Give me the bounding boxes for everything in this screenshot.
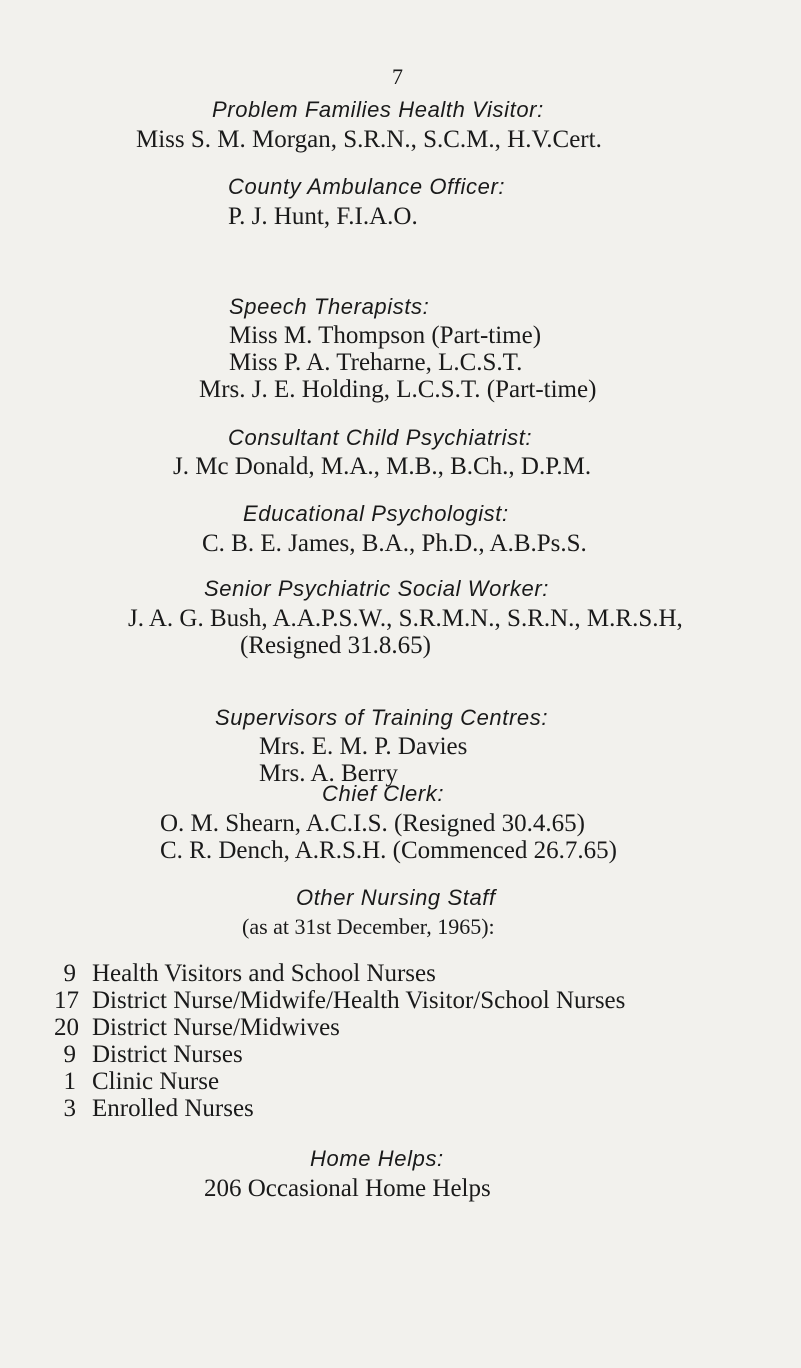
section-heading: Educational Psychologist:: [243, 501, 509, 526]
section-other-nursing: [296, 884, 496, 911]
nursing-staff-list: [54, 960, 754, 1122]
section-speech-body: [229, 322, 541, 376]
section-problem-families-body: [136, 126, 602, 153]
section-subheading: (as at 31st December, 1965):: [242, 914, 495, 939]
staff-count: 20: [54, 1014, 79, 1041]
staff-entry: Mrs. E. M. P. Davies: [259, 733, 468, 760]
list-item: [54, 1095, 754, 1122]
staff-category: District Nurses: [92, 1041, 243, 1068]
section-heading: County Ambulance Officer:: [228, 174, 506, 199]
section-psychiatrist-body: [173, 453, 591, 480]
staff-count: 17: [54, 987, 79, 1014]
staff-entry: 206 Occasional Home Helps: [204, 1175, 491, 1202]
section-heading: Consultant Child Psychiatrist:: [228, 425, 533, 450]
staff-entry: Miss S. M. Morgan, S.R.N., S.C.M., H.V.Cert.: [136, 126, 602, 153]
section-heading: Chief Clerk:: [322, 781, 445, 806]
staff-entry: Miss P. A. Treharne, L.C.S.T.: [229, 349, 523, 376]
section-supervisors: [215, 704, 548, 731]
staff-entry: C. R. Dench, A.R.S.H. (Commenced 26.7.65): [160, 837, 617, 864]
section-psychologist-body: [202, 530, 587, 557]
section-heading: Speech Therapists:: [229, 294, 430, 319]
staff-entry: J. A. G. Bush, A.A.P.S.W., S.R.M.N., S.R.N., M.R.S.H,: [128, 605, 683, 632]
section-psychologist: [243, 500, 509, 527]
section-heading: Senior Psychiatric Social Worker:: [204, 576, 550, 601]
staff-category: Health Visitors and School Nurses: [92, 960, 436, 987]
staff-entry: Mrs. A. Berry: [259, 760, 398, 787]
section-home-helps: [310, 1145, 444, 1172]
section-ambulance: [228, 173, 505, 230]
staff-category: Clinic Nurse: [92, 1068, 220, 1095]
section-psychiatrist: [228, 424, 532, 451]
staff-entry: J. Mc Donald, M.A., M.B., B.Ch., D.P.M.: [173, 453, 592, 480]
staff-count: 9: [63, 960, 76, 987]
staff-category: District Nurse/Midwives: [92, 1014, 340, 1041]
section-supervisors-body: [259, 733, 467, 787]
section-speech-body-2: [199, 376, 596, 403]
section-home-helps-body: [204, 1175, 491, 1202]
staff-count: 9: [63, 1041, 76, 1068]
page-number: 7: [392, 64, 403, 89]
staff-count: 3: [63, 1095, 76, 1122]
section-social-worker-body: [128, 605, 683, 632]
section-chief-clerk: [322, 780, 444, 807]
section-heading: Other Nursing Staff: [296, 885, 496, 910]
section-speech: [229, 293, 429, 320]
staff-entry: Miss M. Thompson (Part-time): [229, 322, 542, 349]
section-problem-families: [212, 96, 544, 123]
list-item: [54, 1014, 754, 1041]
section-heading: Home Helps:: [310, 1146, 444, 1171]
section-heading: Supervisors of Training Centres:: [215, 705, 549, 730]
staff-entry: Mrs. J. E. Holding, L.C.S.T. (Part-time): [199, 376, 597, 403]
staff-entry: O. M. Shearn, A.C.I.S. (Resigned 30.4.65): [160, 810, 585, 837]
staff-count: 1: [63, 1068, 76, 1095]
staff-category: Enrolled Nurses: [92, 1095, 254, 1122]
staff-entry: P. J. Hunt, F.I.A.O.: [228, 203, 418, 230]
list-item: [54, 1041, 754, 1068]
section-social-worker: [204, 575, 549, 602]
staff-entry: C. B. E. James, B.A., Ph.D., A.B.Ps.S.: [202, 530, 587, 557]
staff-note: (Resigned 31.8.65): [240, 632, 431, 659]
list-item: [54, 960, 754, 987]
section-heading: Problem Families Health Visitor:: [212, 97, 544, 122]
section-chief-clerk-body: [160, 810, 617, 864]
staff-category: District Nurse/Midwife/Health Visitor/School Nurses: [92, 987, 626, 1014]
list-item: [54, 987, 754, 1014]
list-item: [54, 1068, 754, 1095]
section-other-nursing-sub: [242, 913, 495, 940]
section-social-worker-body-2: [240, 632, 431, 659]
